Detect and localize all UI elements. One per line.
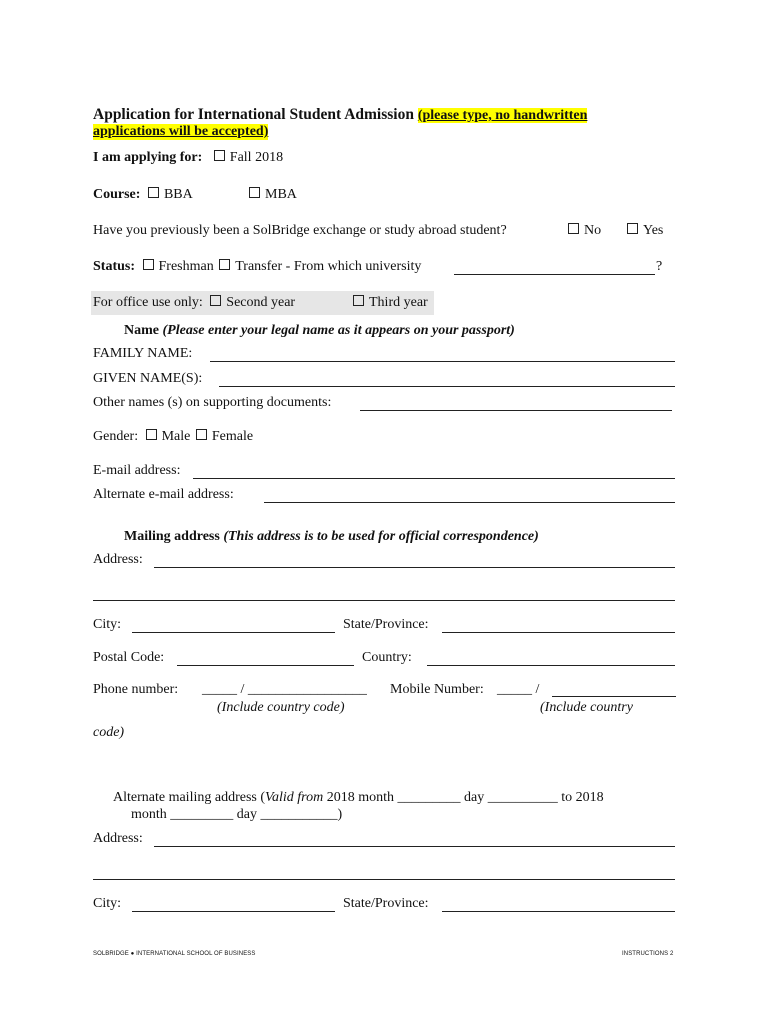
mailing-address-field-2[interactable] bbox=[93, 600, 675, 601]
other-names-label: Other names (s) on supporting documents: bbox=[93, 395, 332, 410]
family-name-label: FAMILY NAME: bbox=[93, 346, 193, 361]
transfer-university-line[interactable] bbox=[454, 274, 655, 275]
course-row: Course: BBA bbox=[93, 187, 193, 202]
mobile-field[interactable] bbox=[552, 696, 676, 697]
alt-city-field[interactable] bbox=[132, 911, 335, 912]
freshman-checkbox[interactable]: Freshman bbox=[143, 259, 214, 274]
title-note: (please type, no handwritten bbox=[417, 108, 588, 123]
title-main: Application for International Student Admission bbox=[93, 106, 414, 123]
alt-address-field-2[interactable] bbox=[93, 879, 675, 880]
alt-city-label: City: bbox=[93, 896, 122, 911]
given-names-field[interactable] bbox=[219, 386, 675, 387]
mobile-hint-continued: code) bbox=[93, 725, 125, 740]
transfer-checkbox[interactable]: Transfer - From which university bbox=[219, 259, 421, 274]
female-checkbox[interactable]: Female bbox=[196, 429, 253, 444]
second-year-checkbox[interactable]: Second year bbox=[210, 295, 295, 310]
city-label: City: bbox=[93, 617, 122, 632]
state-label: State/Province: bbox=[343, 617, 429, 632]
previous-no-checkbox[interactable]: No bbox=[568, 223, 601, 239]
country-label: Country: bbox=[362, 650, 412, 665]
footer-page-label: INSTRUCTIONS 2 bbox=[622, 951, 674, 957]
name-section-heading: Name (Please enter your legal name as it appears on your passport) bbox=[124, 323, 515, 338]
mobile-label: Mobile Number: bbox=[390, 682, 484, 697]
title-note-continued: applications will be accepted) bbox=[93, 124, 269, 139]
city-field[interactable] bbox=[132, 632, 335, 633]
alt-address-label: Address: bbox=[93, 831, 143, 846]
mba-checkbox[interactable]: MBA bbox=[249, 187, 297, 203]
previous-yes-checkbox[interactable]: Yes bbox=[627, 223, 663, 239]
mailing-address-field-1[interactable] bbox=[154, 567, 675, 568]
phone-field[interactable]: _____ / _________________ bbox=[202, 682, 367, 697]
third-year-checkbox[interactable]: Third year bbox=[353, 295, 428, 311]
alt-email-field[interactable] bbox=[264, 502, 675, 503]
office-use-row: For office use only: Second year bbox=[93, 295, 296, 310]
mailing-address-label: Address: bbox=[93, 552, 143, 567]
other-names-field[interactable] bbox=[360, 410, 672, 411]
mailing-heading: Mailing address (This address is to be used for official correspondence) bbox=[124, 529, 539, 544]
phone-hint: (Include country code) bbox=[217, 700, 345, 715]
status-question-mark: ? bbox=[656, 259, 663, 274]
postal-code-field[interactable] bbox=[177, 665, 354, 666]
alt-address-field-1[interactable] bbox=[154, 846, 675, 847]
male-checkbox[interactable]: Male bbox=[146, 429, 191, 444]
page-title bbox=[93, 106, 587, 124]
previous-student-question: Have you previously been a SolBridge exchange or study abroad student? bbox=[93, 223, 507, 238]
applying-for-row: I am applying for: Fall 2018 bbox=[93, 150, 284, 165]
alternate-address-heading: Alternate mailing address (Valid from 2018 month _________ day __________ to 2018 bbox=[113, 790, 604, 805]
phone-label: Phone number: bbox=[93, 682, 179, 697]
given-names-label: GIVEN NAME(S): bbox=[93, 371, 203, 386]
email-label: E-mail address: bbox=[93, 463, 181, 478]
email-field[interactable] bbox=[193, 478, 675, 479]
fall-2018-checkbox[interactable]: Fall 2018 bbox=[214, 150, 283, 165]
family-name-field[interactable] bbox=[210, 361, 675, 362]
postal-code-label: Postal Code: bbox=[93, 650, 165, 665]
mobile-code-field[interactable]: _____ / bbox=[497, 682, 540, 697]
alt-state-label: State/Province: bbox=[343, 896, 429, 911]
status-row: Status: Freshman Transfer - From which university bbox=[93, 259, 422, 274]
alt-state-field[interactable] bbox=[442, 911, 675, 912]
mobile-hint: (Include country bbox=[540, 700, 633, 715]
footer-school-name: SOLBRIDGE ● INTERNATIONAL SCHOOL OF BUSINESS bbox=[93, 951, 256, 957]
alt-email-label: Alternate e-mail address: bbox=[93, 487, 234, 502]
gender-row: Gender: Male Female bbox=[93, 429, 254, 444]
alternate-validity-line[interactable]: month _________ day ___________) bbox=[131, 807, 343, 822]
state-field[interactable] bbox=[442, 632, 675, 633]
country-field[interactable] bbox=[427, 665, 675, 666]
bba-checkbox[interactable]: BBA bbox=[148, 187, 193, 202]
